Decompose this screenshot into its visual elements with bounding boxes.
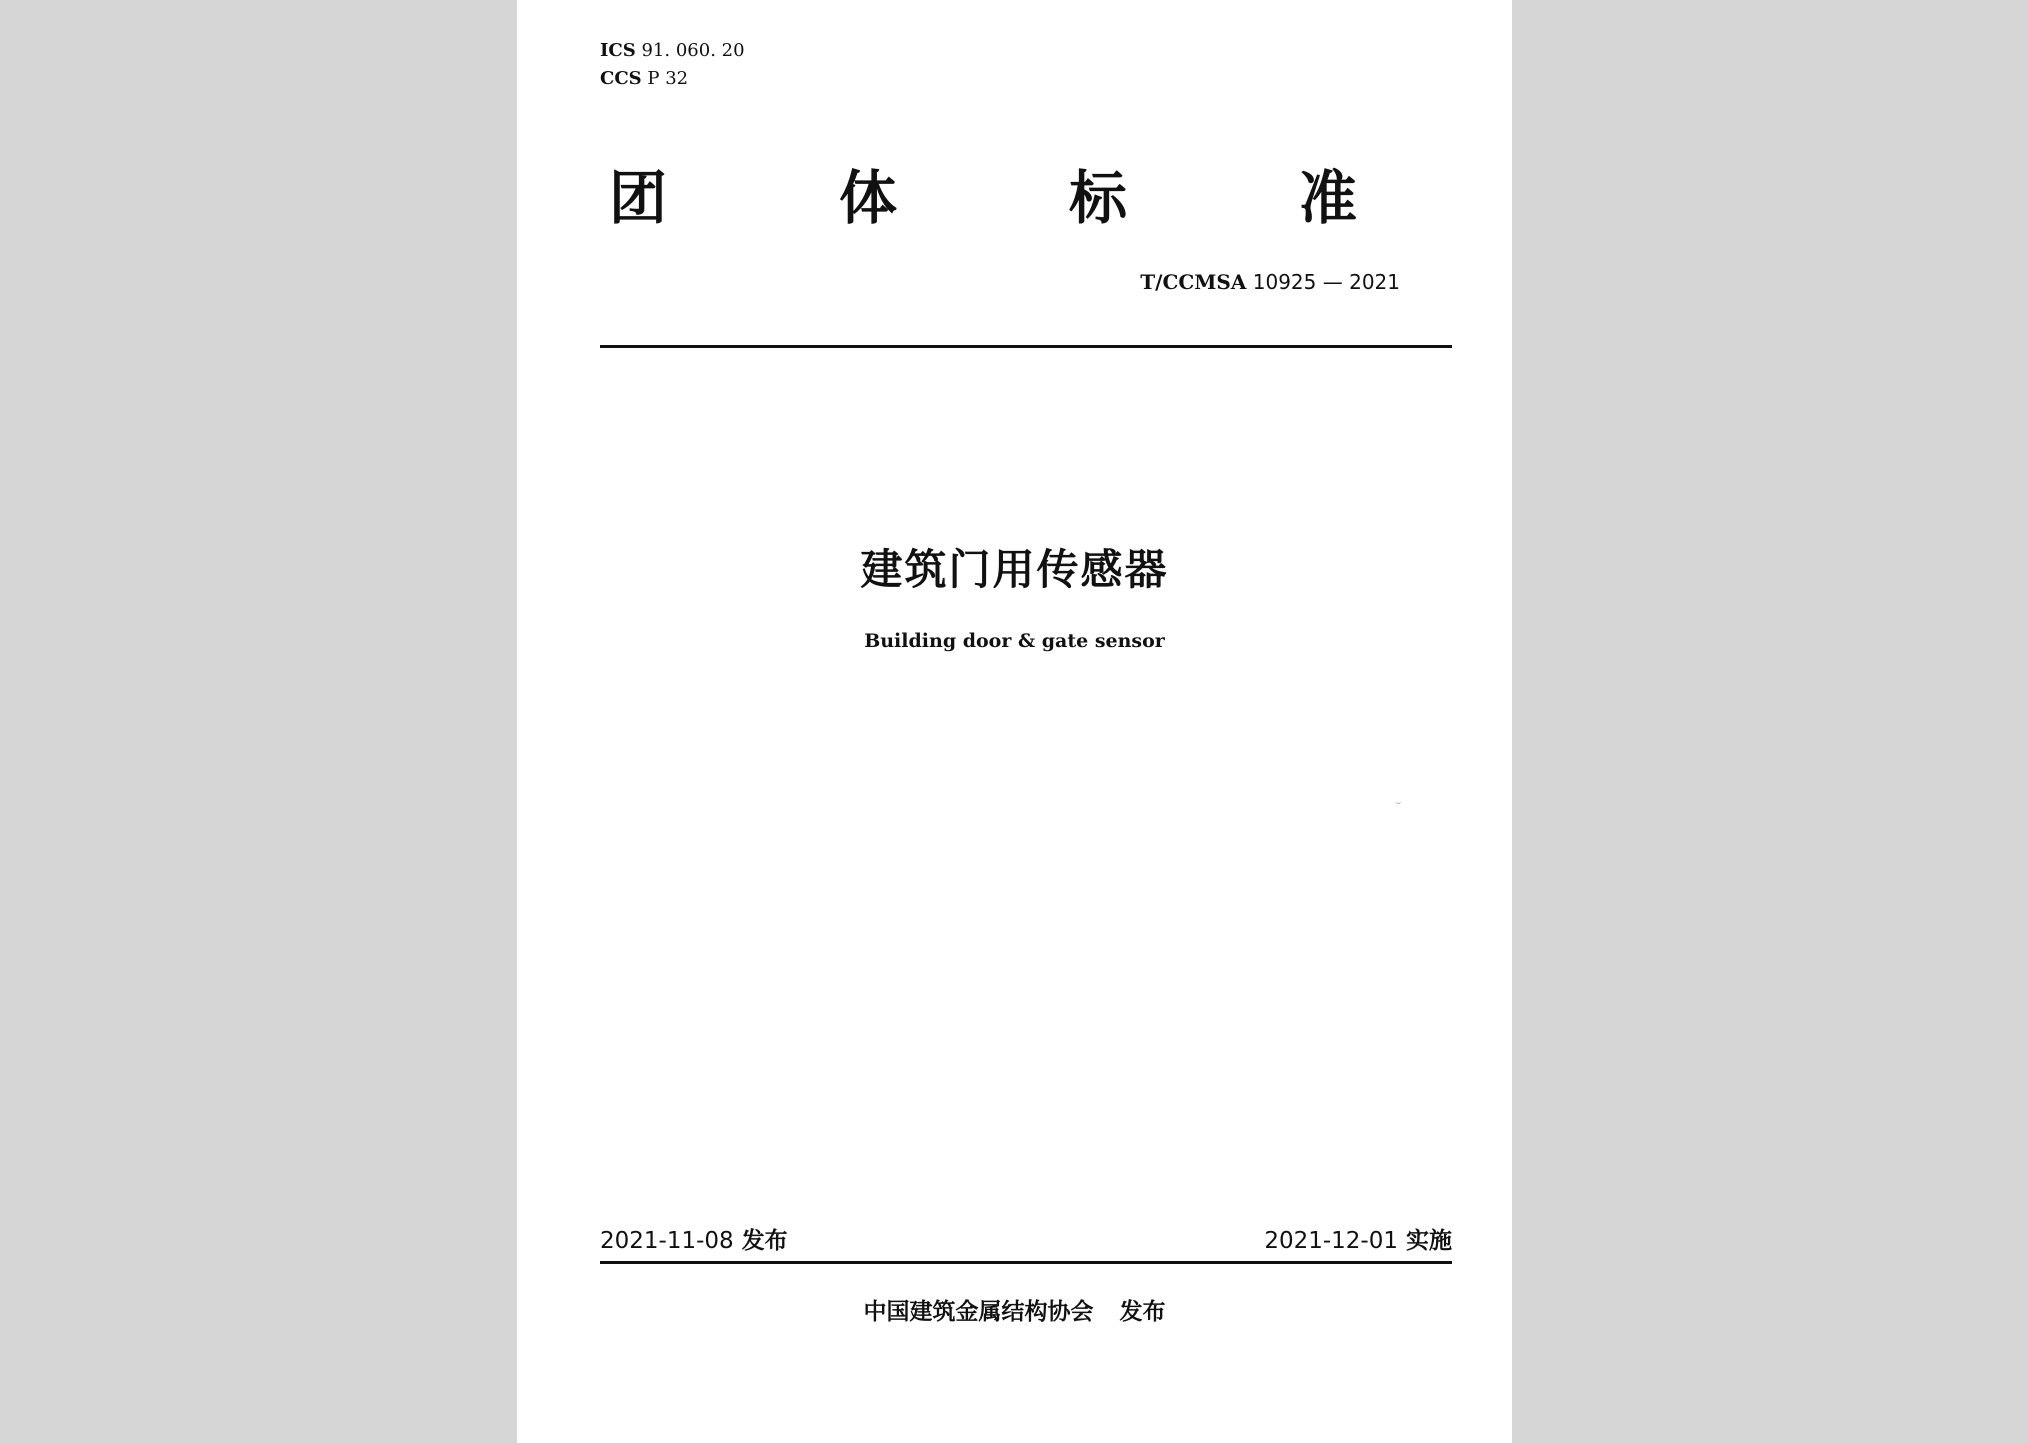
standard-number-prefix: T/CCMSA <box>1140 270 1247 294</box>
document-type-char: 准 <box>1298 164 1357 232</box>
bottom-divider <box>600 1261 1452 1264</box>
standard-cover-page <box>517 0 1512 1443</box>
top-divider <box>600 345 1452 348</box>
scan-speck <box>1396 799 1401 804</box>
document-type-char: 体 <box>838 164 897 232</box>
document-type-heading <box>600 160 1360 236</box>
ccs-label: CCS <box>600 68 642 89</box>
ccs-value: P 32 <box>647 68 689 89</box>
publisher-name: 中国建筑金属结构协会 <box>863 1299 1094 1325</box>
standard-number-value: 10925 — 2021 <box>1252 270 1400 294</box>
publish-date-label: 发布 <box>741 1228 788 1254</box>
ics-value: 91. 060. 20 <box>641 40 745 61</box>
publisher-label: 发布 <box>1119 1299 1166 1325</box>
document-type-char: 团 <box>608 164 667 232</box>
standard-number <box>1140 268 1400 296</box>
effective-date <box>1264 1226 1452 1256</box>
publisher <box>517 1297 1512 1327</box>
publish-date <box>600 1226 788 1256</box>
ics-label: ICS <box>600 40 636 61</box>
effective-date-value: 2021-12-01 <box>1264 1228 1398 1254</box>
effective-date-label: 实施 <box>1406 1228 1452 1254</box>
ics-code <box>600 40 745 62</box>
ccs-code <box>600 68 688 90</box>
document-type-char: 标 <box>1068 164 1127 232</box>
title-english: Building door & gate sensor <box>864 630 1165 652</box>
title-chinese: 建筑门用传感器 <box>860 545 1169 594</box>
publish-date-value: 2021-11-08 <box>600 1228 734 1254</box>
